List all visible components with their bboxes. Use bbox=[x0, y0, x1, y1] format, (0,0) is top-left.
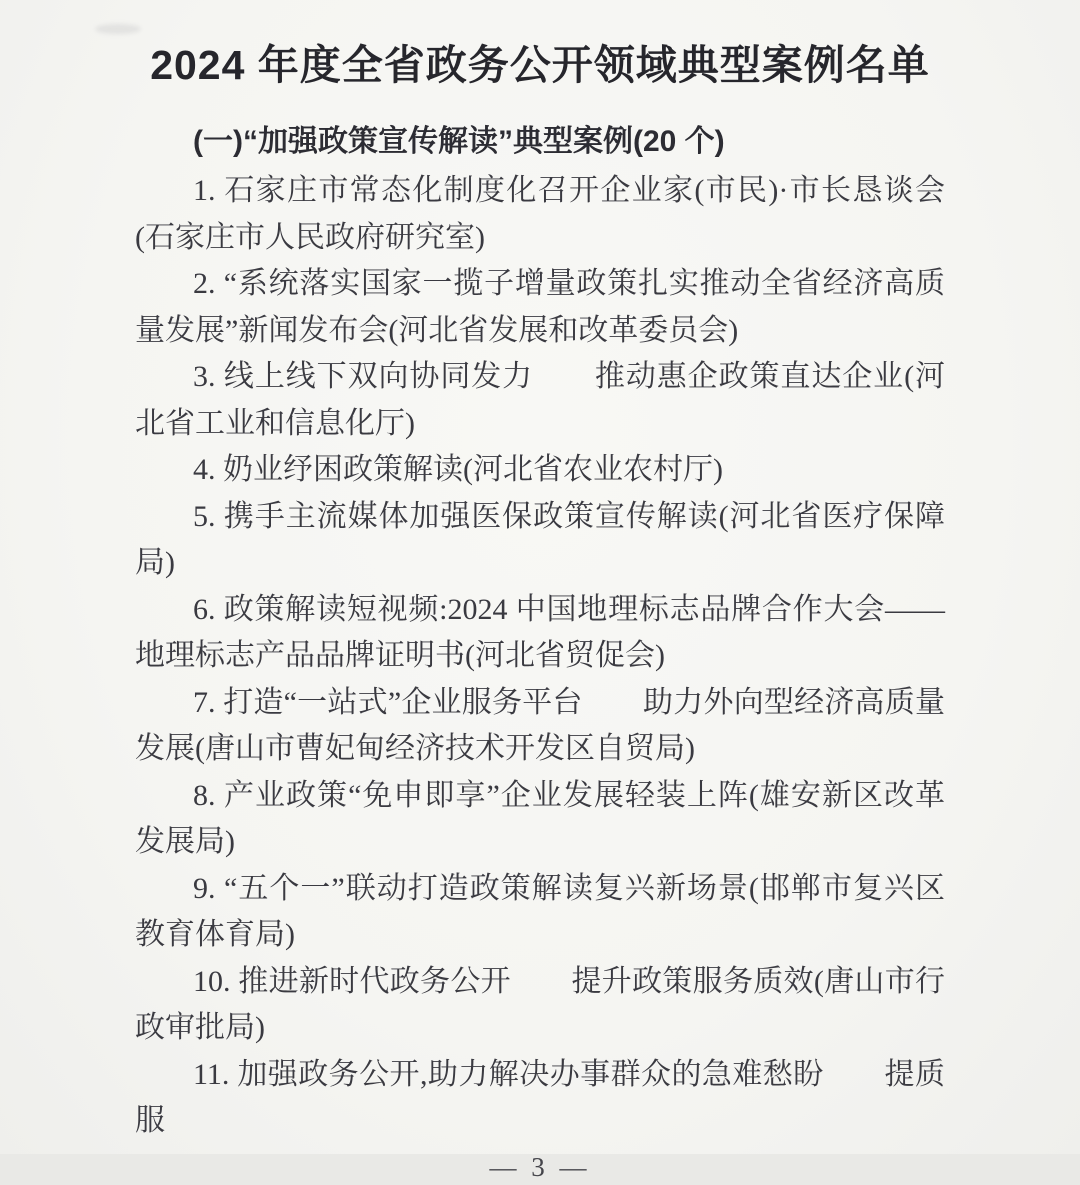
list-item-9: 9. “五个一”联动打造政策解读复兴新场景(邯郸市复兴区教育体育局) bbox=[135, 871, 945, 951]
page-title: 2024 年度全省政务公开领域典型案例名单 bbox=[150, 42, 930, 88]
list-item-3: 3. 线上线下双向协同发力 推动惠企政策直达企业(河北省工业和信息化厅) bbox=[135, 360, 945, 440]
list-item-5: 5. 携手主流媒体加强医保政策宣传解读(河北省医疗保障局) bbox=[135, 499, 945, 579]
list-item-6: 6. 政策解读短视频:2024 中国地理标志品牌合作大会——地理标志产品品牌证明书(河北省贸促会) bbox=[135, 592, 945, 672]
list-item-4: 4. 奶业纾困政策解读(河北省农业农村厅) bbox=[193, 453, 723, 486]
list-item-1: 1. 石家庄市常态化制度化召开企业家(市民)·市长恳谈会(石家庄市人民政府研究室) bbox=[135, 174, 945, 254]
list-item-11: 11. 加强政务公开,助力解决办事群众的急难愁盼 提质服 bbox=[135, 1057, 945, 1137]
list-item-7: 7. 打造“一站式”企业服务平台 助力外向型经济高质量发展(唐山市曹妃甸经济技术开发区自贸局) bbox=[135, 685, 945, 765]
scan-smudge bbox=[95, 24, 141, 34]
page-number: — 3 — bbox=[489, 1151, 591, 1182]
section-heading: (一)“加强政策宣传解读”典型案例(20 个) bbox=[193, 125, 725, 158]
list-item-10: 10. 推进新时代政务公开 提升政策服务质效(唐山市行政审批局) bbox=[135, 964, 945, 1044]
list-item-2: 2. “系统落实国家一揽子增量政策扎实推动全省经济高质量发展”新闻发布会(河北省发展和改革委员会) bbox=[135, 267, 945, 347]
list-item-8: 8. 产业政策“免申即享”企业发展轻装上阵(雄安新区改革发展局) bbox=[135, 778, 945, 858]
